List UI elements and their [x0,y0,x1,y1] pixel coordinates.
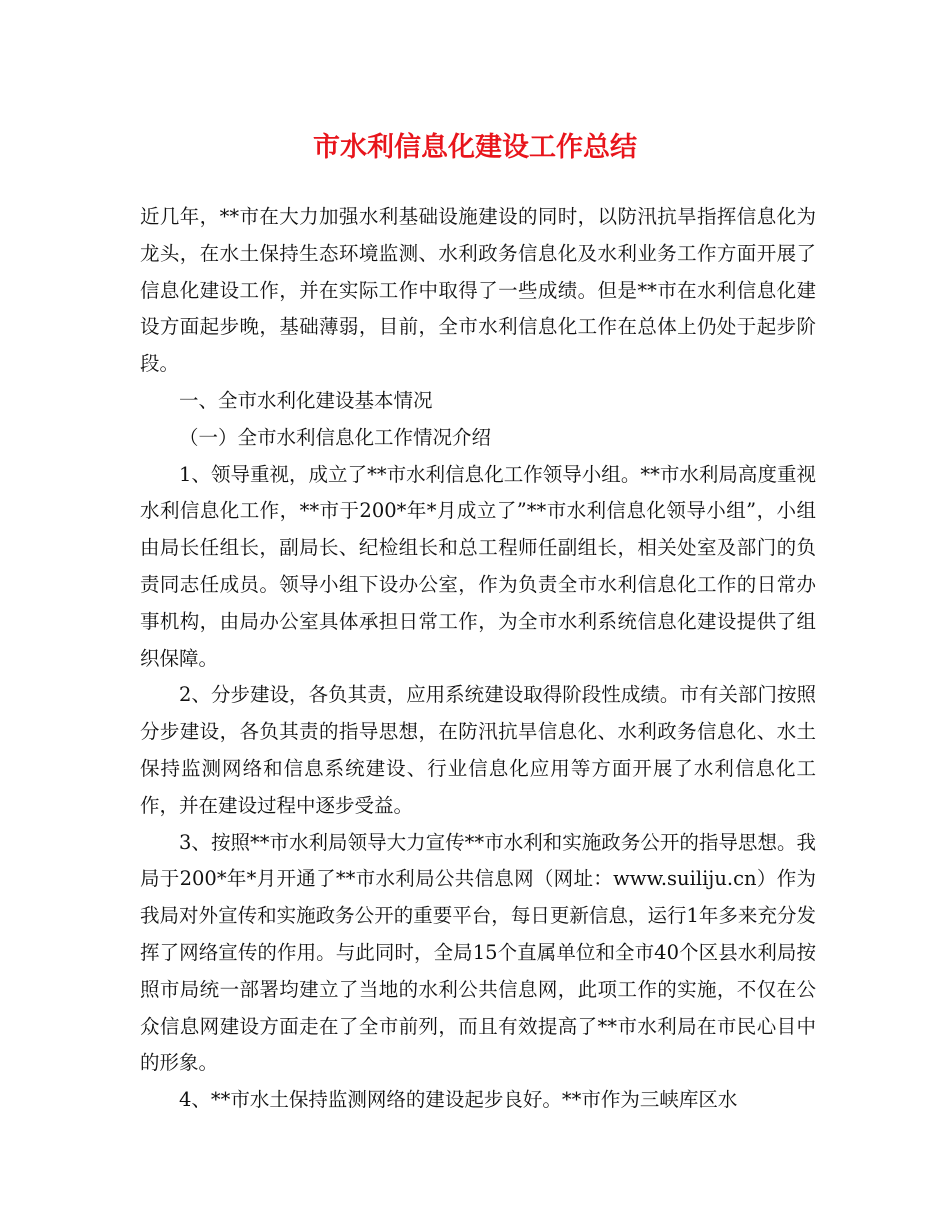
paragraph-item-1: 1、领导重视，成立了**市水利信息化工作领导小组。**市水利局高度重视水利信息化工作，**市于200*年*月成立了”**市水利信息化领导小组”，小组由局长任组长，副局长、纪检组长和总工程师任副组长，相关处室及部门的负责同志任成员。领导小组下设办公室，作为负责全市水利信息化工作的日常办事机构，由局办公室具体承担日常工作，为全市水利系统信息化建设提供了组织保障。 [140,462,816,670]
document-title: 市水利信息化建设工作总结 [313,132,637,163]
document-body [140,199,816,1119]
paragraph-item-3: 3、按照**市水利局领导大力宣传**市水利和实施政务公开的指导思想。我局于200*年*月开通了**市水利局公共信息网（网址：www.suiliju.cn）作为我局对外宣传和实施政务公开的重要平台，每日更新信息，运行1年多来充分发挥了网络宣传的作用。与此同时，全局15个直属单位和全市40个区县水利局按照市局统一部署均建立了当地的水利公共信息网，此项工作的实施，不仅在公众信息网建设方面走在了全市前列，而且有效提高了**市水利局在市民心目中的形象。 [140,830,816,1075]
paragraph-item-4: 4、**市水土保持监测网络的建设起步良好。**市作为三峡库区水 [179,1088,738,1112]
paragraph-item-2: 2、分步建设，各负其责，应用系统建设取得阶段性成绩。市有关部门按照分步建设，各负其责的指导思想，在防汛抗旱信息化、水利政务信息化、水土保持监测网络和信息系统建设、行业信息化应用等方面开展了水利信息化工作，并在建设过程中逐步受益。 [140,683,816,817]
section-heading-1: 一、全市水利化建设基本情况 [179,388,433,412]
subsection-heading-1: （一）全市水利信息化工作情况介绍 [179,425,492,449]
paragraph-intro: 近几年，**市在大力加强水利基础设施建设的同时，以防汛抗旱指挥信息化为龙头，在水土保持生态环境监测、水利政务信息化及水利业务工作方面开展了信息化建设工作，并在实际工作中取得了一些成绩。但是**市在水利信息化建设方面起步晚，基础薄弱，目前，全市水利信息化工作在总体上仍处于起步阶段。 [140,205,816,376]
